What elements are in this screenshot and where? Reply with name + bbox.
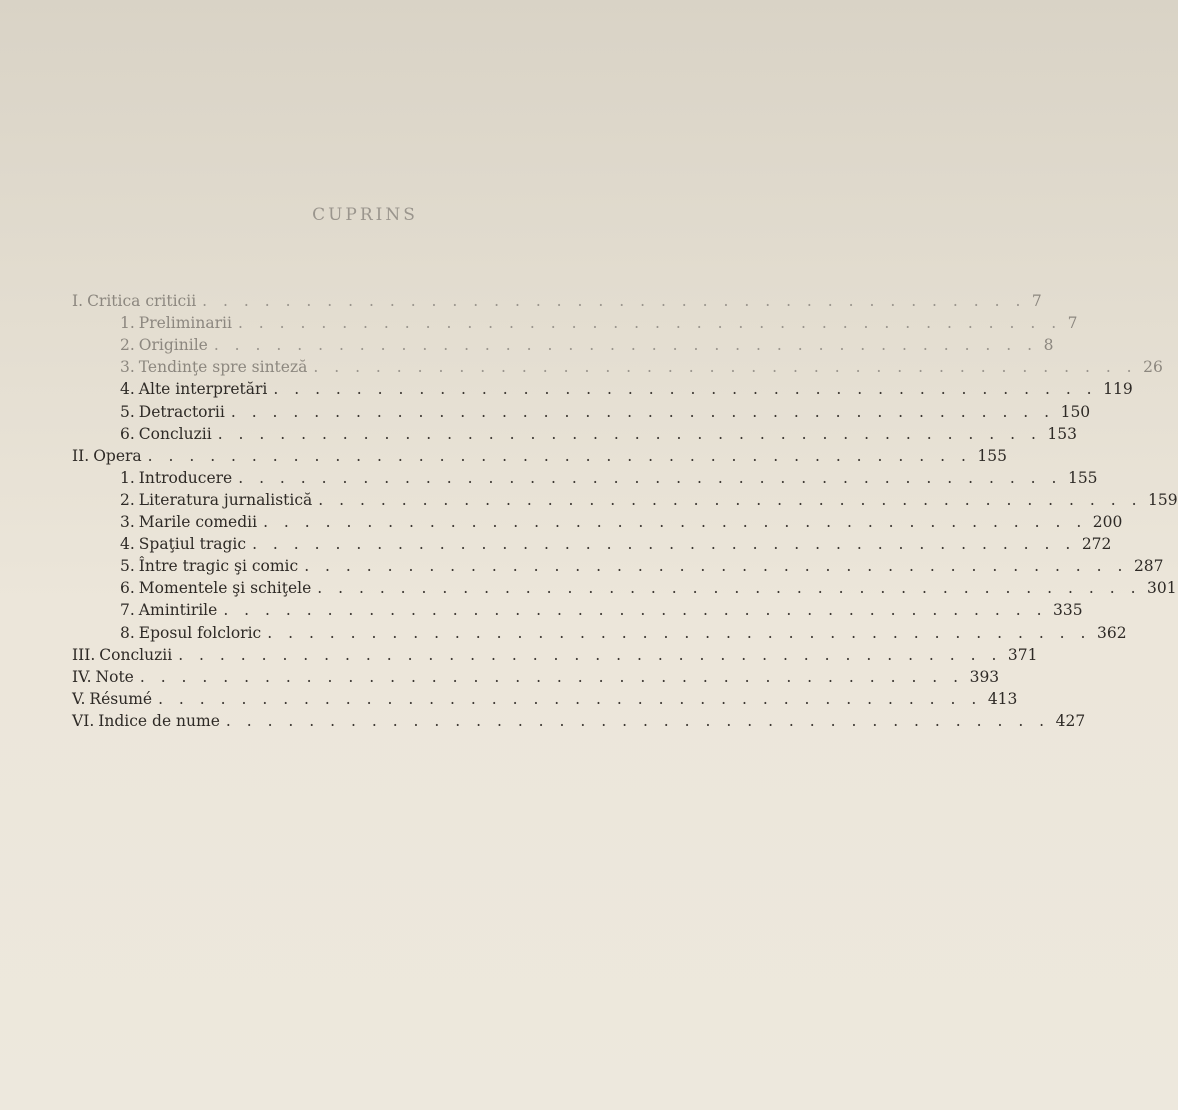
toc-entry-page: 371 <box>1007 645 1038 664</box>
toc-entry <box>120 358 1163 380</box>
dot-leader: . . . . . . . . . . . . . . . . . . . . . . . . . . . . . . . . . . . . . . . . <box>202 292 1026 310</box>
dot-leader: . . . . . . . . . . . . . . . . . . . . . . . . . . . . . . . . . . . . . . . . <box>252 535 1076 554</box>
toc-entry-number: 5. <box>120 402 135 421</box>
dot-leader: . . . . . . . . . . . . . . . . . . . . . . . . . . . . . . . . . . . . . . . . <box>225 711 1050 730</box>
toc-entry <box>120 468 1098 491</box>
toc-entry-title: Introducere <box>138 468 233 487</box>
toc-entry-number: 2. <box>120 490 135 509</box>
dot-leader: . . . . . . . . . . . . . . . . . . . . . . . . . . . . . . . . . . . . . . . . <box>238 468 1062 487</box>
toc-entry-title: Tendinţe spre sinteză <box>138 358 308 377</box>
toc-entry-title: Concluzii <box>99 645 173 664</box>
toc-entry-title: Originile <box>138 336 208 355</box>
toc-entry-title: Detractorii <box>138 402 225 421</box>
toc-entry-page: 119 <box>1103 380 1133 399</box>
toc-entry <box>120 424 1078 447</box>
toc-entry <box>120 513 1123 535</box>
toc-entry-page: 150 <box>1060 402 1091 421</box>
toc-entry-title: Între tragic şi comic <box>138 557 299 576</box>
toc-entry-title: Note <box>95 667 134 686</box>
toc-entry <box>120 557 1164 579</box>
toc-entry-number: III. <box>72 645 96 664</box>
page-title: CUPRINS <box>312 205 418 225</box>
dot-leader: . . . . . . . . . . . . . . . . . . . . . . . . . . . . . . . . . . . . . . . . <box>158 689 982 708</box>
toc-entry-title: Amintirile <box>138 601 218 620</box>
toc-entry <box>120 336 1054 358</box>
toc-entry-page: 153 <box>1047 424 1078 443</box>
toc-entry <box>120 535 1112 557</box>
toc-entry-title: Eposul folcloric <box>138 623 262 642</box>
toc-entry-page: 7 <box>1031 292 1042 310</box>
toc-entry-title: Résumé <box>89 689 153 708</box>
toc-entry-title: Preliminarii <box>138 314 232 333</box>
toc-entry-number: 1. <box>120 314 135 333</box>
toc-entry-number: 2. <box>120 336 135 355</box>
toc-entry <box>120 490 1178 513</box>
toc-entry-number: 5. <box>120 557 135 576</box>
toc-entry <box>120 380 1133 402</box>
toc-entry-page: 159 <box>1148 490 1178 509</box>
dot-leader: . . . . . . . . . . . . . . . . . . . . . . . . . . . . . . . . . . . . . . . . <box>267 623 1091 642</box>
dot-leader: . . . . . . . . . . . . . . . . . . . . . . . . . . . . . . . . . . . . . . . . <box>263 513 1087 531</box>
toc-entry-page: 287 <box>1133 557 1164 576</box>
dot-leader: . . . . . . . . . . . . . . . . . . . . . . . . . . . . . . . . . . . . . . . . <box>237 314 1062 333</box>
toc-entry-page: 200 <box>1092 513 1123 531</box>
toc-entry-number: 8. <box>120 623 135 642</box>
toc-entry-page: 335 <box>1053 601 1083 620</box>
toc-entry <box>72 645 1038 668</box>
toc-entry <box>120 314 1078 336</box>
toc-entry-number: 6. <box>120 579 135 598</box>
dot-leader: . . . . . . . . . . . . . . . . . . . . . . . . . . . . . . . . . . . . . . . . <box>213 336 1038 355</box>
dot-leader: . . . . . . . . . . . . . . . . . . . . . . . . . . . . . . . . . . . . . . . . <box>223 601 1048 620</box>
toc-entry-number: 7. <box>120 601 135 620</box>
toc-entry-page: 393 <box>969 667 1000 686</box>
toc-entry-title: Spaţiul tragic <box>138 535 247 554</box>
toc-entry-number: 6. <box>120 424 135 443</box>
toc-entry-number: 3. <box>120 358 135 377</box>
dot-leader: . . . . . . . . . . . . . . . . . . . . . . . . . . . . . . . . . . . . . . . . <box>178 645 1002 664</box>
dot-leader: . . . . . . . . . . . . . . . . . . . . . . . . . . . . . . . . . . . . . . . . <box>147 446 972 465</box>
toc-entry-number: IV. <box>72 667 92 686</box>
toc-entry-page: 155 <box>1067 468 1098 487</box>
toc-entry <box>72 667 1000 690</box>
toc-entry-page: 427 <box>1055 711 1086 730</box>
dot-leader: . . . . . . . . . . . . . . . . . . . . . . . . . . . . . . . . . . . . . . . . <box>217 424 1042 443</box>
toc-entry <box>72 711 1086 734</box>
toc-entry-title: Momentele şi schiţele <box>138 579 312 598</box>
toc-entry-title: Marile comedii <box>138 513 258 531</box>
dot-leader: . . . . . . . . . . . . . . . . . . . . . . . . . . . . . . . . . . . . . . . . <box>318 490 1143 509</box>
toc-entry-number: 4. <box>120 535 135 554</box>
toc-entry-page: 8 <box>1043 336 1054 355</box>
bleed-through-imprint <box>160 755 550 965</box>
toc-entry-title: Critica criticii <box>87 292 197 310</box>
dot-leader: . . . . . . . . . . . . . . . . . . . . . . . . . . . . . . . . . . . . . . . . <box>313 358 1138 377</box>
toc-entry <box>72 292 1042 314</box>
toc-entry <box>72 689 1018 712</box>
dot-leader: . . . . . . . . . . . . . . . . . . . . . . . . . . . . . . . . . . . . . . . . <box>139 667 964 686</box>
toc-entry-title: Opera <box>93 446 142 465</box>
toc-entry <box>120 601 1083 623</box>
toc-entry-number: V. <box>72 689 86 708</box>
dot-leader: . . . . . . . . . . . . . . . . . . . . . . . . . . . . . . . . . . . . . . . . <box>304 557 1128 576</box>
toc-entry-page: 272 <box>1081 535 1112 554</box>
toc-entry <box>72 446 1007 469</box>
toc-entry-page: 301 <box>1147 579 1177 598</box>
toc-entry-title: Concluzii <box>138 424 212 443</box>
dot-leader: . . . . . . . . . . . . . . . . . . . . . . . . . . . . . . . . . . . . . . . . <box>230 402 1055 421</box>
toc-entry-title: Indice de nume <box>98 711 220 730</box>
toc-entry-page: 26 <box>1143 358 1163 377</box>
toc-entry-page: 362 <box>1096 623 1127 642</box>
toc-entry-page: 7 <box>1067 314 1078 333</box>
toc-entry-number: 1. <box>120 468 135 487</box>
toc-entry-number: 3. <box>120 513 135 531</box>
toc-entry-number: 4. <box>120 380 135 399</box>
dot-leader: . . . . . . . . . . . . . . . . . . . . . . . . . . . . . . . . . . . . . . . . <box>317 579 1141 598</box>
toc-entry-page: 155 <box>977 446 1007 465</box>
toc-entry <box>120 579 1177 601</box>
dot-leader: . . . . . . . . . . . . . . . . . . . . . . . . . . . . . . . . . . . . . . . . <box>273 380 1098 399</box>
toc-entry-page: 413 <box>987 689 1018 708</box>
toc-entry-number: II. <box>72 446 90 465</box>
toc-entry <box>120 623 1127 646</box>
toc-entry-number: VI. <box>72 711 95 730</box>
toc-entry <box>120 402 1091 425</box>
toc-entry-title: Literatura jurnalistică <box>138 490 313 509</box>
toc-entry-number: I. <box>72 292 84 310</box>
toc-entry-title: Alte interpretări <box>138 380 268 399</box>
